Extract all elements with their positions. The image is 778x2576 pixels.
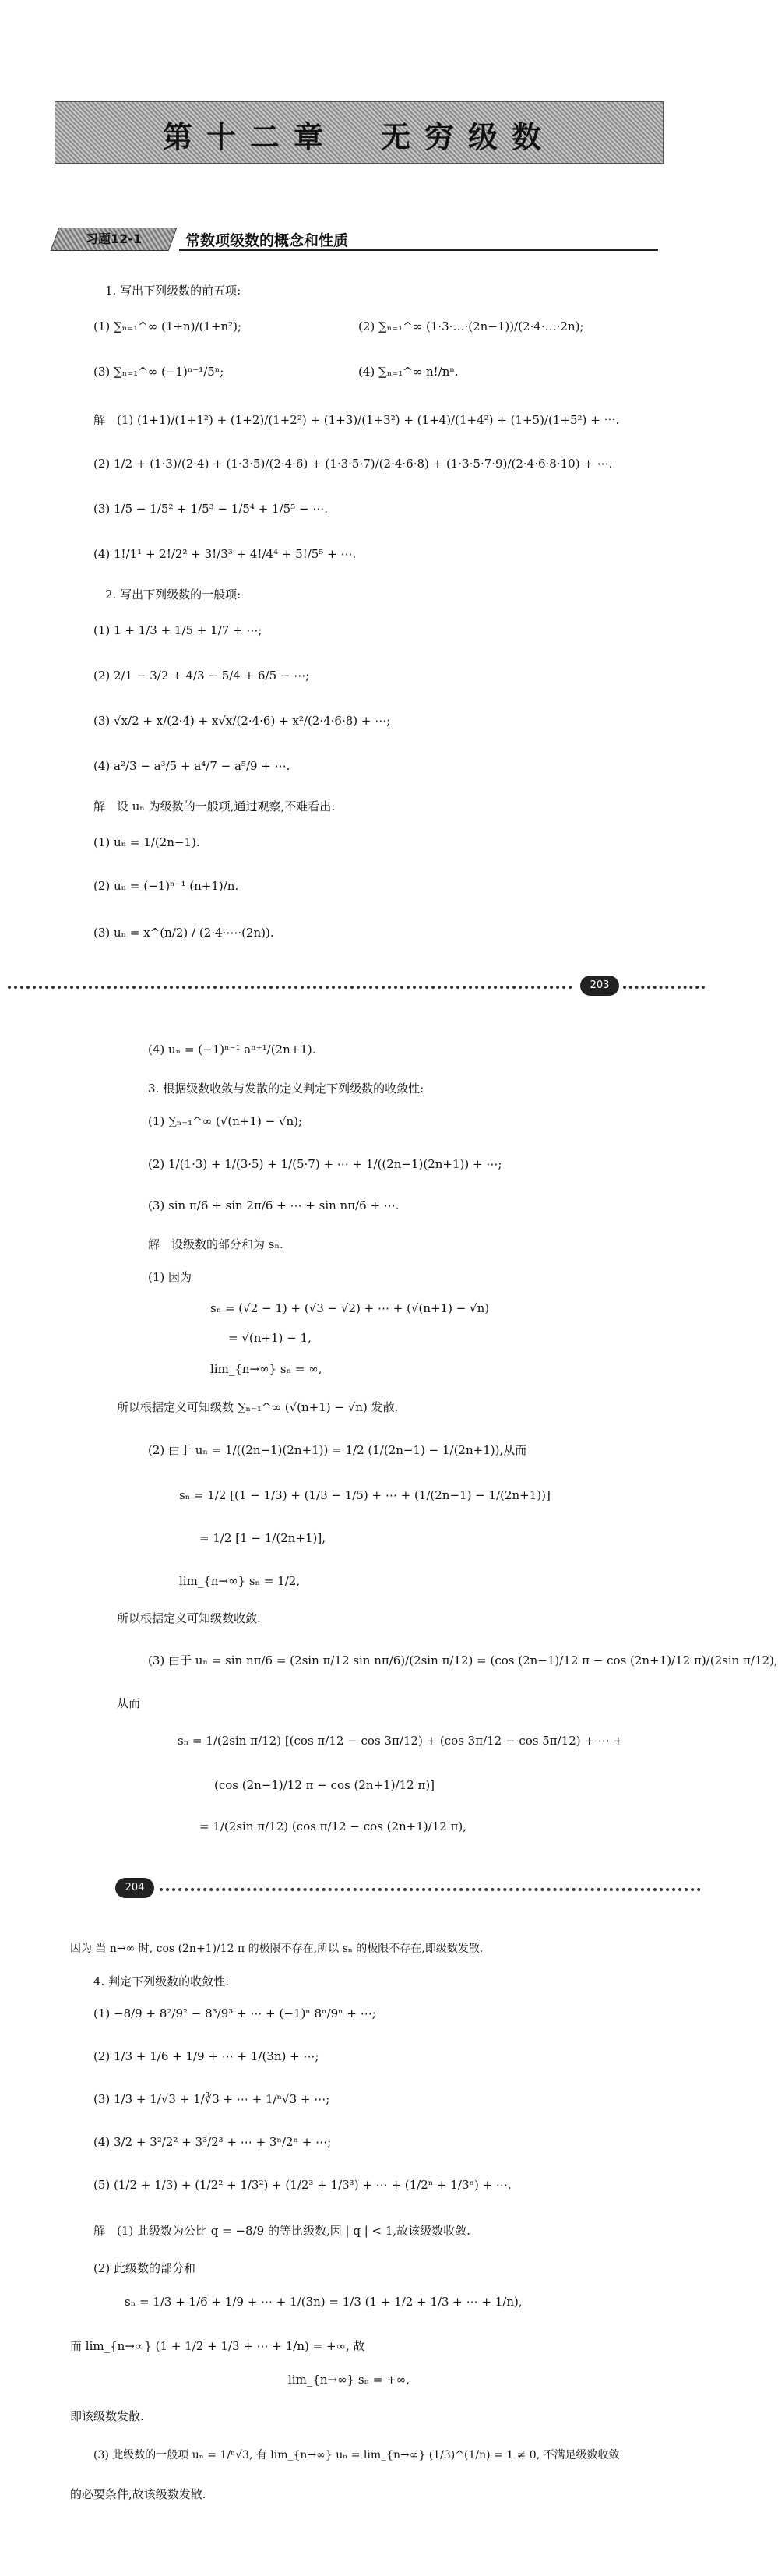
exercise-3-heading: 3. 根据级数收敛与发散的定义判定下列级数的收敛性: <box>148 1082 424 1096</box>
exercise-1-item-4: (4) ∑ₙ₌₁^∞ n!/nⁿ. <box>358 365 459 379</box>
answer-3-1-label: (1) 因为 <box>148 1270 192 1284</box>
answer-2-intro: 解 设 uₙ 为级数的一般项,通过观察,不难看出: <box>93 799 336 813</box>
exercise-3-item-2: (2) 1/(1·3) + 1/(3·5) + 1/(5·7) + ⋯ + 1/((2n−1)(2n+1)) + ⋯; <box>148 1157 502 1171</box>
answer-3-1-limit: lim_{n→∞} sₙ = ∞, <box>210 1362 322 1376</box>
exercise-1-heading: 1. 写出下列级数的前五项: <box>105 284 241 298</box>
answer-3-3-thus: 从而 <box>117 1696 141 1710</box>
answer-3-2-simplified: = 1/2 [1 − 1/(2n+1)], <box>199 1531 326 1545</box>
answer-3-2-term: (2) 由于 uₙ = 1/((2n−1)(2n+1)) = 1/2 (1/(2n−1) − 1/(2n+1)),从而 <box>148 1443 527 1457</box>
exercise-3-item-1: (1) ∑ₙ₌₁^∞ (√(n+1) − √n); <box>148 1114 303 1128</box>
answer-3-intro: 解 设级数的部分和为 sₙ. <box>148 1237 283 1251</box>
page-number: 204 <box>115 1878 154 1898</box>
exercise-1-item-2: (2) ∑ₙ₌₁^∞ (1·3·…·(2n−1))/(2·4·…·2n); <box>358 319 584 333</box>
section-tag <box>51 228 178 251</box>
exercise-1-item-3: (3) ∑ₙ₌₁^∞ (−1)ⁿ⁻¹/5ⁿ; <box>93 365 224 379</box>
exercise-4-item-1: (1) −8/9 + 8²/9² − 8³/9³ + ⋯ + (−1)ⁿ 8ⁿ/9ⁿ + ⋯; <box>93 2006 376 2020</box>
answer-4-2-result: lim_{n→∞} sₙ = +∞, <box>288 2373 410 2387</box>
exercise-4-item-3: (3) 1/3 + 1/√3 + 1/∛3 + ⋯ + 1/ⁿ√3 + ⋯; <box>93 2092 330 2106</box>
answer-3-2-conclusion: 所以根据定义可知级数收敛. <box>117 1611 261 1625</box>
exercise-1-item-1: (1) ∑ₙ₌₁^∞ (1+n)/(1+n²); <box>93 319 242 333</box>
answer-3-3-sum-1: sₙ = 1/(2sin π/12) [(cos π/12 − cos 3π/12) + (cos 3π/12 − cos 5π/12) + ⋯ + <box>178 1734 624 1748</box>
answer-3-1-simplified: = √(n+1) − 1, <box>228 1331 312 1345</box>
answer-3-3-term: (3) 由于 uₙ = sin nπ/6 = (2sin π/12 sin nπ/6)/(2sin π/12) = (cos (2n−1)/12 π − cos (2n+1)/12 π)/(2sin π/12), <box>148 1653 778 1667</box>
page-203 <box>0 0 713 1036</box>
page-204 <box>0 1036 778 1917</box>
chapter-title: 第十二章 无穷级数 <box>162 120 555 154</box>
page-number: 203 <box>580 976 619 996</box>
answer-4-2-limit: 而 lim_{n→∞} (1 + 1/2 + 1/3 + ⋯ + 1/n) = +∞, 故 <box>70 2339 365 2353</box>
section-title: 常数项级数的概念和性质 <box>185 232 349 249</box>
answer-3-2-limit: lim_{n→∞} sₙ = 1/2, <box>179 1574 301 1588</box>
exercise-4-heading: 4. 判定下列级数的收敛性: <box>93 1974 230 1988</box>
exercise-3-item-3: (3) sin π/6 + sin 2π/6 + ⋯ + sin nπ/6 + ⋯. <box>148 1198 400 1212</box>
answer-4-2-label: (2) 此级数的部分和 <box>93 2261 196 2275</box>
section-tag-label: 习题12-1 <box>85 231 143 246</box>
exercise-2-item-1: (1) 1 + 1/3 + 1/5 + 1/7 + ⋯; <box>93 623 262 637</box>
page-205 <box>0 1917 713 2576</box>
exercise-2-heading: 2. 写出下列级数的一般项: <box>105 588 241 602</box>
answer-1-2: (2) 1/2 + (1·3)/(2·4) + (1·3·5)/(2·4·6) + (1·3·5·7)/(2·4·6·8) + (1·3·5·7·9)/(2·4·6·8·10) + ⋯. <box>93 457 613 471</box>
answer-1-3: (3) 1/5 − 1/5² + 1/5³ − 1/5⁴ + 1/5⁵ − ⋯. <box>93 502 329 516</box>
answer-1-1: 解 (1) (1+1)/(1+1²) + (1+2)/(1+2²) + (1+3)/(1+3²) + (1+4)/(1+4²) + (1+5)/(1+5²) + ⋯. <box>93 413 620 427</box>
answer-4-3-conclusion: 的必要条件,故该级数发散. <box>70 2487 206 2501</box>
exercise-4-item-2: (2) 1/3 + 1/6 + 1/9 + ⋯ + 1/(3n) + ⋯; <box>93 2049 319 2063</box>
answer-3-3-sum-2: (cos (2n−1)/12 π − cos (2n+1)/12 π)] <box>214 1778 435 1792</box>
exercise-4-item-5: (5) (1/2 + 1/3) + (1/2² + 1/3²) + (1/2³ + 1/3³) + ⋯ + (1/2ⁿ + 1/3ⁿ) + ⋯. <box>93 2178 512 2192</box>
answer-2-1: (1) uₙ = 1/(2n−1). <box>93 835 200 849</box>
answer-4-3: (3) 此级数的一般项 uₙ = 1/ⁿ√3, 有 lim_{n→∞} uₙ = lim_{n→∞} (1/3)^(1/n) = 1 ≠ 0, 不满足级数收敛 <box>93 2449 620 2461</box>
answer-4-2-sum: sₙ = 1/3 + 1/6 + 1/9 + ⋯ + 1/(3n) = 1/3 (1 + 1/2 + 1/3 + ⋯ + 1/n), <box>125 2295 523 2309</box>
answer-3-2-sum: sₙ = 1/2 [(1 − 1/3) + (1/3 − 1/5) + ⋯ + (1/(2n−1) − 1/(2n+1))] <box>179 1488 551 1502</box>
section-rule <box>179 249 658 251</box>
answer-1-4: (4) 1!/1¹ + 2!/2² + 3!/3³ + 4!/4⁴ + 5!/5⁵ + ⋯. <box>93 547 357 561</box>
answer-2-2: (2) uₙ = (−1)ⁿ⁻¹ (n+1)/n. <box>93 879 239 893</box>
answer-2-3: (3) uₙ = x^(n/2) / (2·4·⋯·(2n)). <box>93 926 274 940</box>
page-divider-right <box>623 986 705 989</box>
answer-3-1-conclusion: 所以根据定义可知级数 ∑ₙ₌₁^∞ (√(n+1) − √n) 发散. <box>117 1400 399 1414</box>
page-divider <box>8 986 572 989</box>
answer-2-4: (4) uₙ = (−1)ⁿ⁻¹ aⁿ⁺¹/(2n+1). <box>148 1043 316 1057</box>
exercise-2-item-2: (2) 2/1 − 3/2 + 4/3 − 5/4 + 6/5 − ⋯; <box>93 669 310 683</box>
exercise-4-item-4: (4) 3/2 + 3²/2² + 3³/2³ + ⋯ + 3ⁿ/2ⁿ + ⋯; <box>93 2135 332 2149</box>
answer-3-3-simplified: = 1/(2sin π/12) (cos π/12 − cos (2n+1)/12 π), <box>199 1819 467 1833</box>
page-divider <box>160 1888 701 1891</box>
answer-3-1-sum: sₙ = (√2 − 1) + (√3 − √2) + ⋯ + (√(n+1) − √n) <box>210 1301 490 1315</box>
exercise-2-item-3: (3) √x/2 + x/(2·4) + x√x/(2·4·6) + x²/(2·4·6·8) + ⋯; <box>93 714 391 728</box>
exercise-2-item-4: (4) a²/3 − a³/5 + a⁴/7 − a⁵/9 + ⋯. <box>93 759 290 773</box>
answer-3-3-conclusion: 因为 当 n→∞ 时, cos (2n+1)/12 π 的极限不存在,所以 sₙ 的极限不存在,即级数发散. <box>70 1943 484 1955</box>
chapter-banner <box>55 101 664 164</box>
answer-4-2-conclusion: 即该级数发散. <box>70 2409 144 2423</box>
answer-4-1: 解 (1) 此级数为公比 q = −8/9 的等比级数,因 | q | < 1,故该级数收敛. <box>93 2224 470 2238</box>
